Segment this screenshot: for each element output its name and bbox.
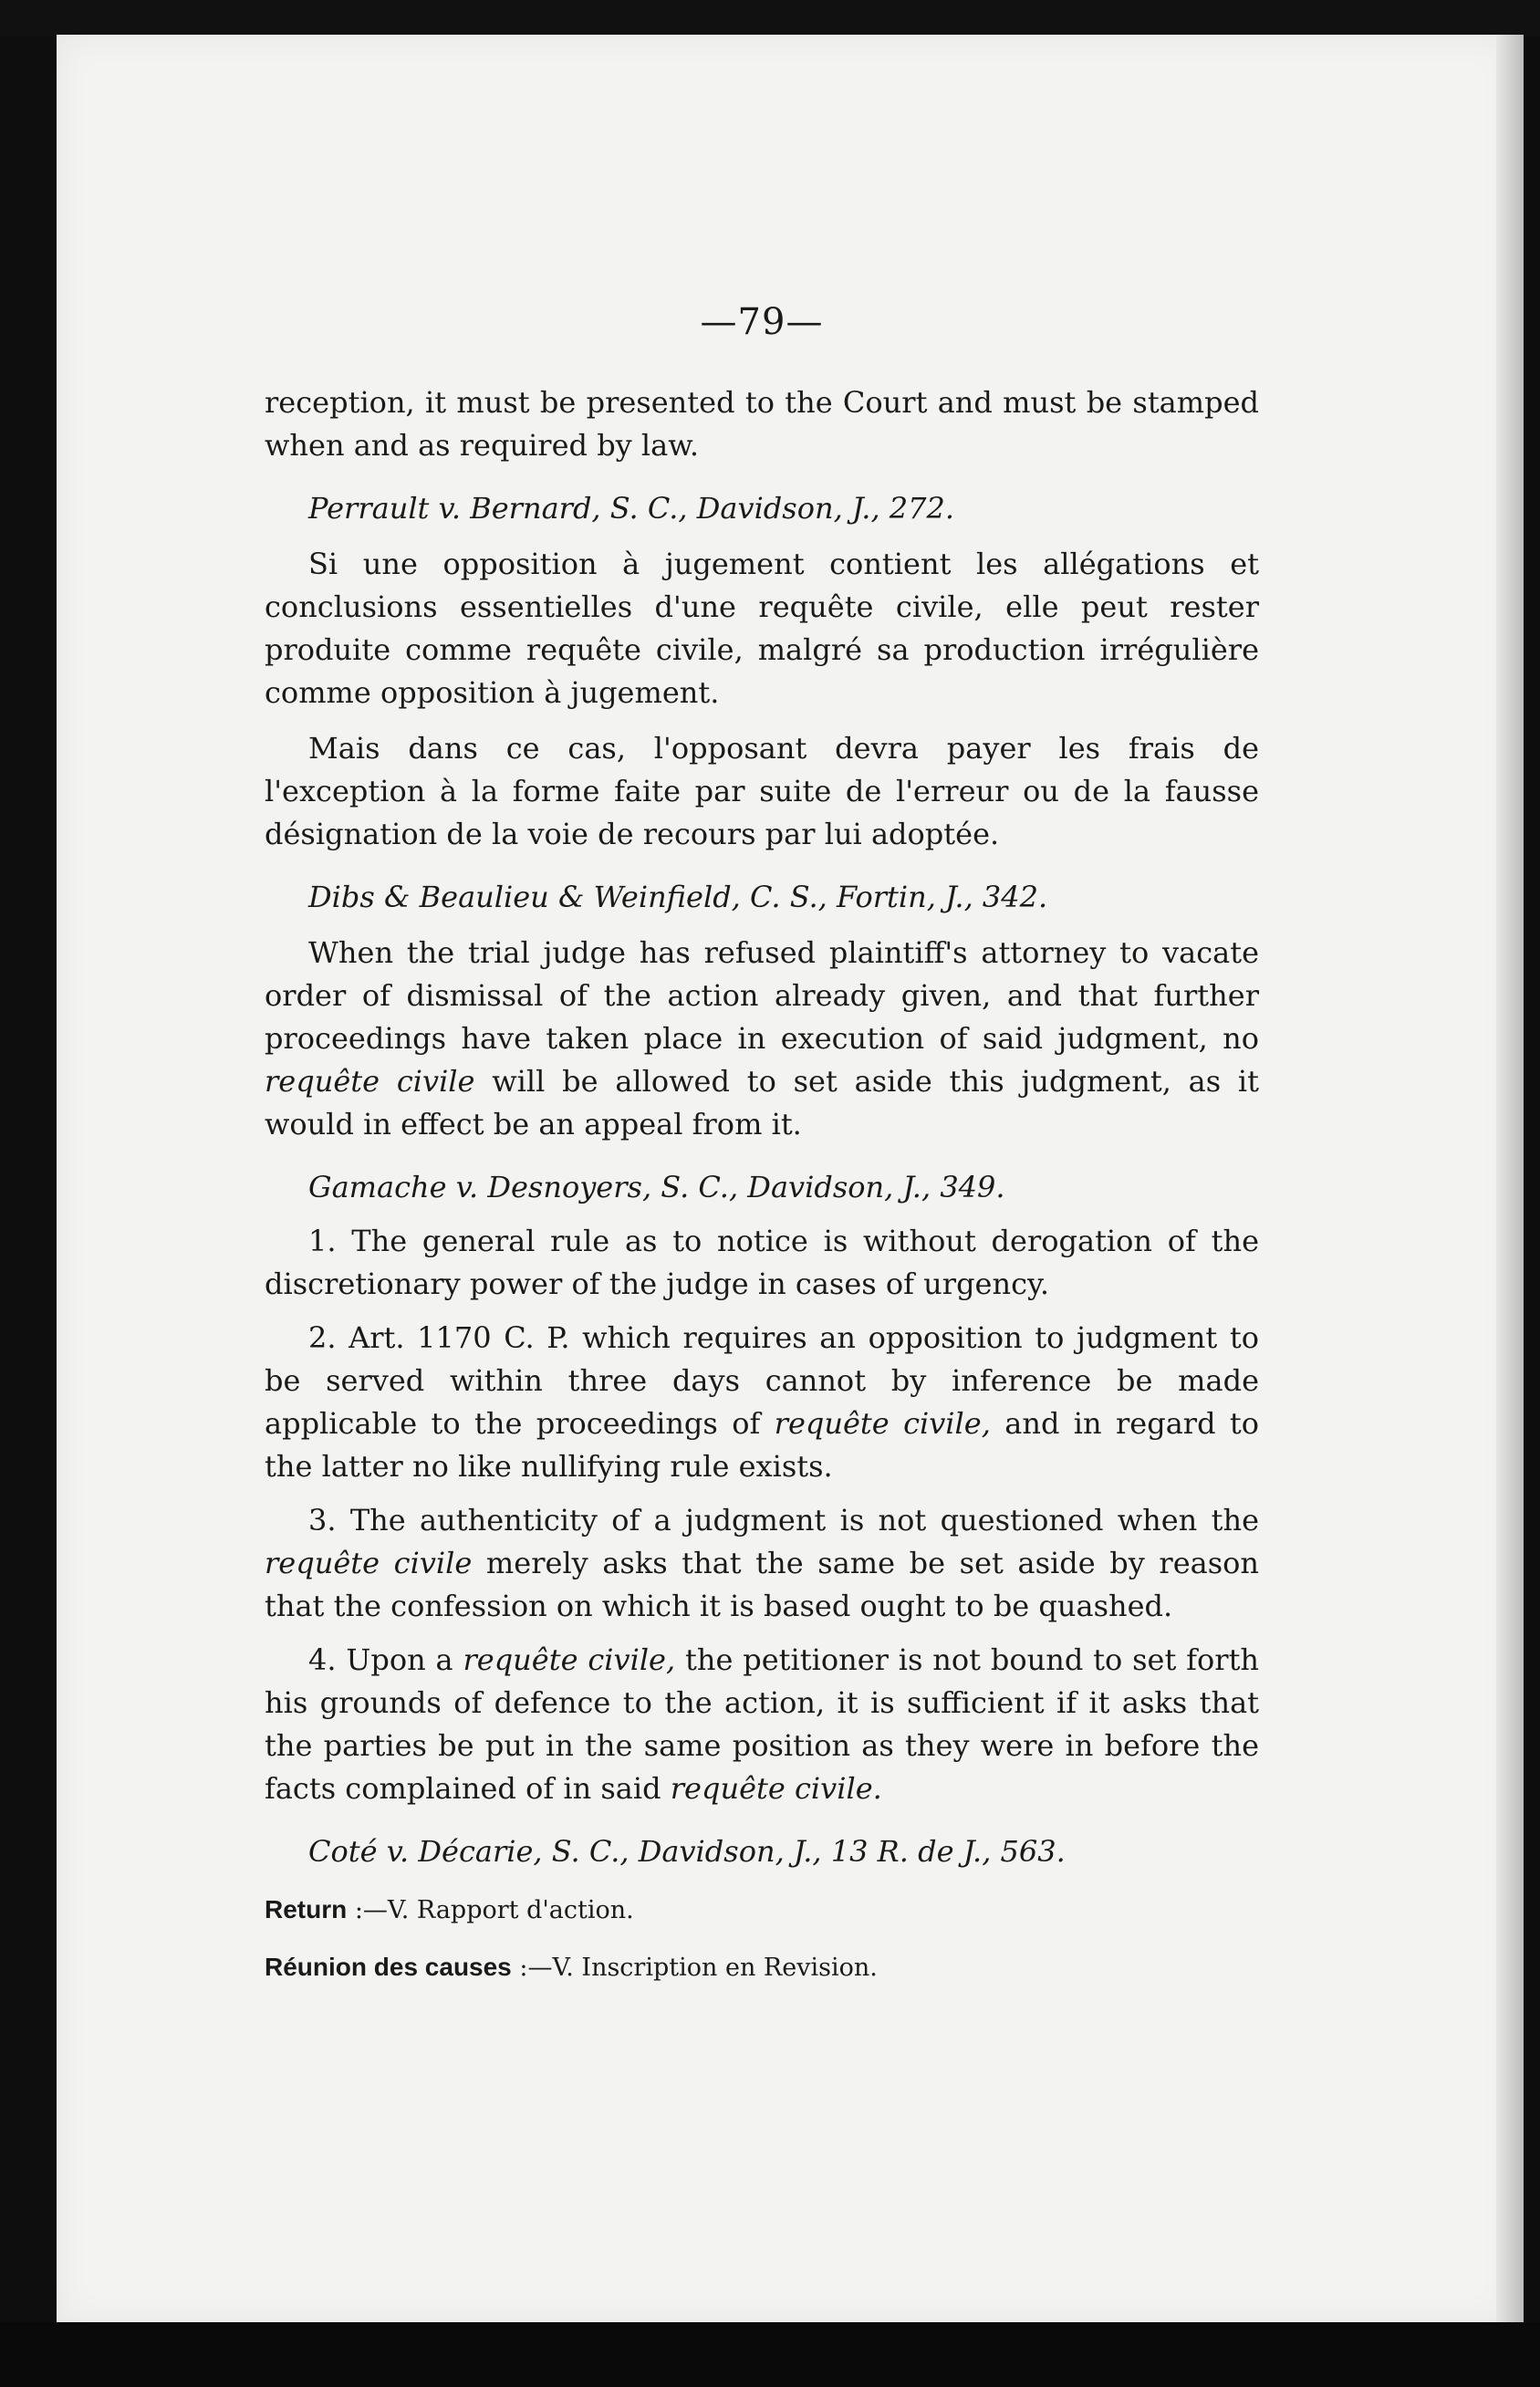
case-citation: Gamache v. Desnoyers, S. C., Davidson, J., 349.: [308, 1170, 1005, 1204]
case-citation: Dibs & Beaulieu & Weinfield, C. S., Fortin, J., 342.: [308, 880, 1048, 914]
scan-bottom-edge: [0, 2322, 1540, 2387]
case-citation: Coté v. Décarie, S. C., Davidson, J., 13 R. de J., 563.: [308, 1834, 1066, 1869]
emphasis-term: requête civile: [265, 1546, 473, 1580]
emphasis-term: requête civile,: [774, 1406, 991, 1441]
emphasis-term: requête civile,: [463, 1642, 676, 1677]
numbered-item: 1. The general rule as to notice is without derogation of the discretionary power of the judge in cases of urgency.: [265, 1224, 1259, 1301]
index-entry: [265, 1947, 1259, 1988]
page-number: —79—: [700, 301, 824, 343]
paragraph-text: will be allowed to set aside this judgment, as it would in effect be an appeal from it.: [265, 1064, 1260, 1141]
item-text: 3. The authenticity of a judgment is not questioned when the: [308, 1503, 1259, 1537]
item-text: merely asks that the same be set aside by reason that the confession on which it is based ought to be quashed.: [265, 1546, 1260, 1623]
emphasis-term: requête civile: [265, 1064, 475, 1099]
case-citation: Perrault v. Bernard, S. C., Davidson, J., 272.: [308, 491, 955, 526]
page-text: [265, 301, 1259, 1988]
scan-top-edge: [0, 0, 1540, 36]
scan-left-edge: [0, 0, 57, 2387]
entry-reference: :—V. Rapport d'action.: [354, 1896, 634, 1924]
emphasis-term: requête civile.: [670, 1771, 882, 1806]
numbered-item: [265, 1499, 1259, 1628]
numbered-item: [265, 1639, 1259, 1810]
paragraph: Si une opposition à jugement contient les allégations et conclusions essentielles d'une requête civile, elle peut rester produite comme requête civile, malgré sa production irrégulière comme opposition à jugement.: [265, 547, 1259, 710]
item-text: the petitioner is not bound to set forth his grounds of defence to the action, it is sufficient if it asks that the parties be put in the same position as they were in before the facts complained of in said: [265, 1642, 1260, 1806]
paragraph: Mais dans ce cas, l'opposant devra payer les frais de l'exception à la forme faite par suite de l'erreur ou de la fausse désignation de la voie de recours par lui adoptée.: [265, 731, 1259, 851]
page-gutter-shadow: [1496, 35, 1524, 2325]
entry-reference: :—V. Inscription en Revision.: [519, 1954, 878, 1982]
entry-term: Réunion des causes: [265, 1953, 512, 1981]
item-text: 4. Upon a: [308, 1642, 453, 1677]
paragraph: [265, 932, 1259, 1146]
numbered-item: [265, 1317, 1259, 1488]
paragraph: reception, it must be presented to the Court and must be stamped when and as required by law.: [265, 385, 1259, 463]
entry-term: Return: [265, 1895, 348, 1923]
paragraph-text: When the trial judge has refused plaintiff's attorney to vacate order of dismissal of the action already given, and that further proceedings have taken place in execution of said judgment, no: [265, 935, 1259, 1056]
index-entry: [265, 1890, 1259, 1931]
item-text: and in regard to the latter no like nullifying rule exists.: [265, 1406, 1260, 1484]
item-text: 2. Art. 1170 C. P. which requires an opposition to judgment to be served within three days cannot by inference be made applicable to the proceedings of: [265, 1320, 1259, 1441]
